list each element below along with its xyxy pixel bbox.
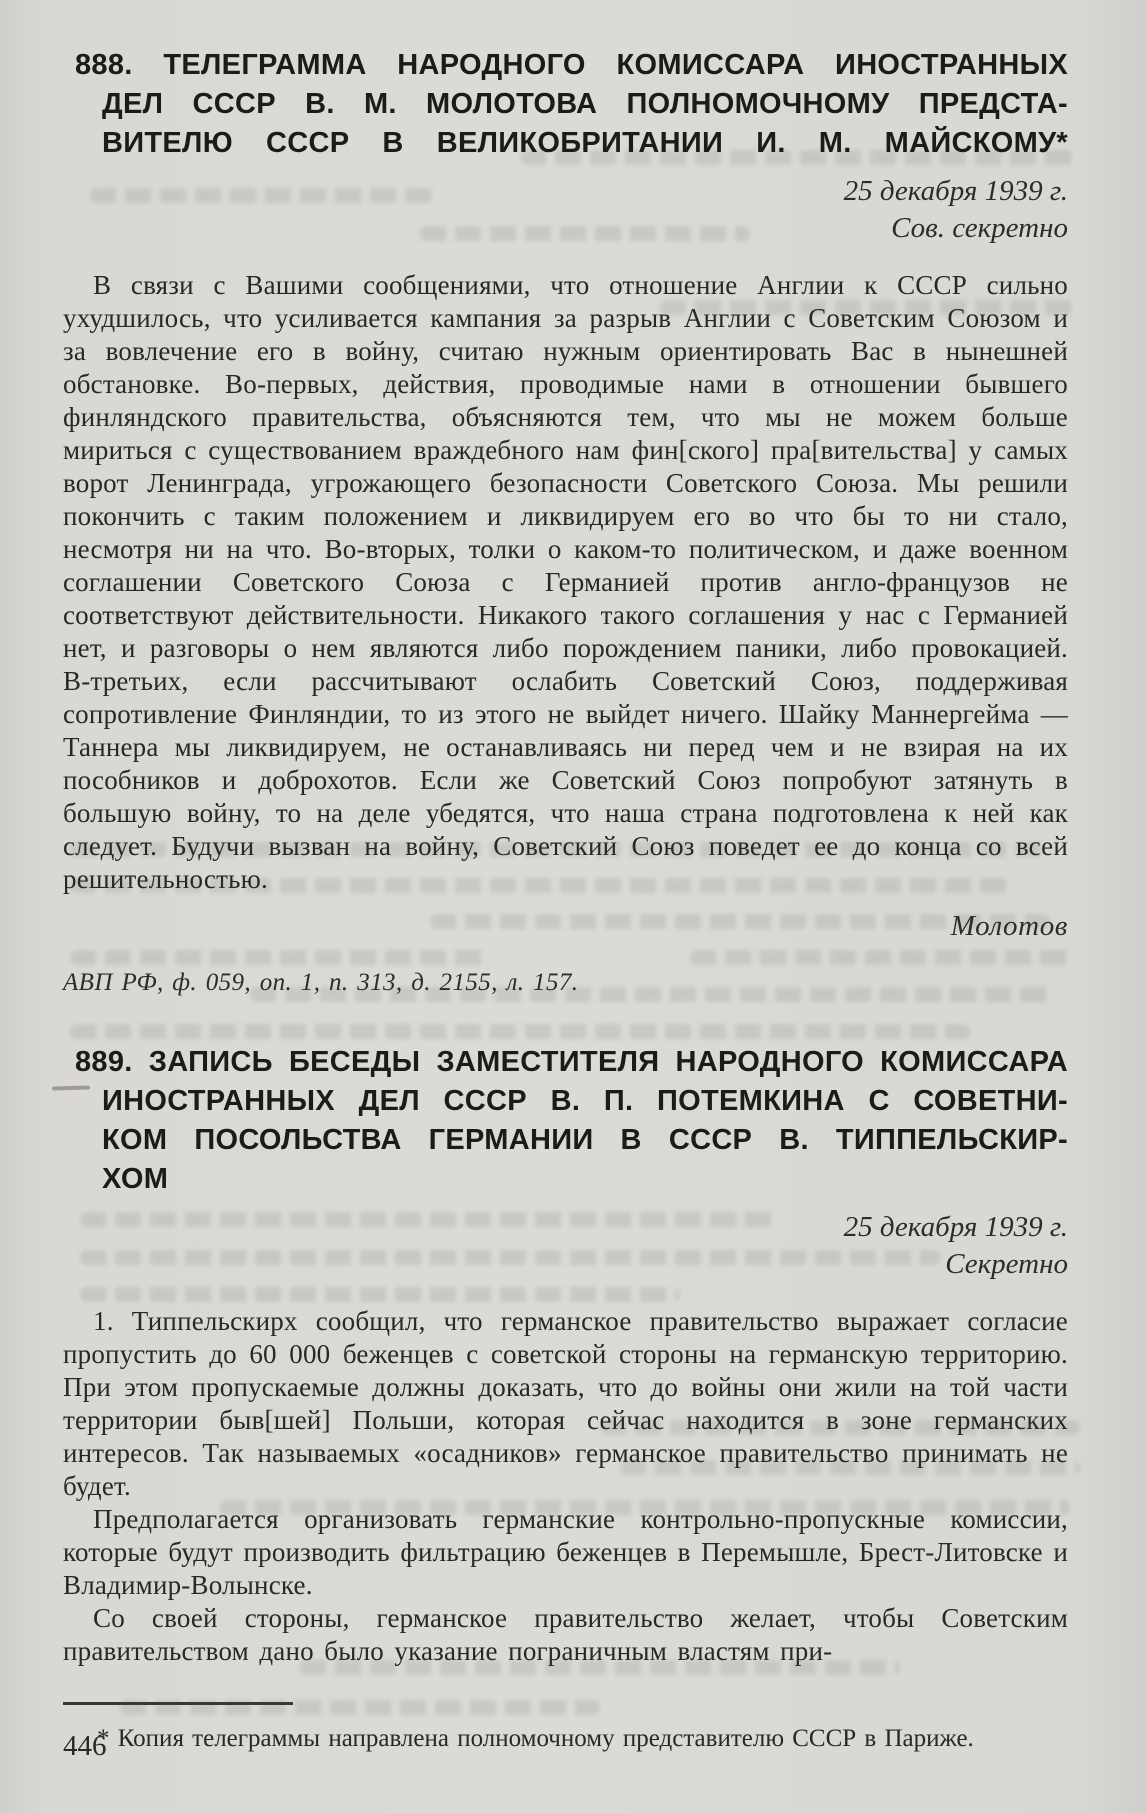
classification-label: Секретно [945,1248,1068,1280]
signature: Молотов [950,910,1068,942]
document-heading-line: ДЕЛ СССР В. М. МОЛОТОВА ПОЛНОМОЧНОМУ ПРЕДСТА- [102,88,1068,120]
document-heading-line: ВИТЕЛЮ СССР В ВЕЛИКОБРИТАНИИ И. М. МАЙСКОМУ* [102,127,1068,159]
body-paragraph: 1. Типпельскирх сообщил, что германское правительство выражает согласие пропустить до 60 000 беженцев с советской стороны на германскую территорию. При этом пропускаемые должны доказать, что до войны они жили на той части территории быв[шей] Польши, которая сейчас находится в зоне германских интересов. Так называемых «осадников» германское правительство принимать не будет. [63,1306,1068,1501]
document-heading-line: КОМ ПОСОЛЬСТВА ГЕРМАНИИ В СССР В. ТИППЕЛЬСКИР- [102,1124,1068,1156]
document-888 [63,46,1068,997]
document-888-dateline [63,173,1068,247]
body-paragraph: В связи с Вашими сообщениями, что отношение Англии к СССР сильно ухудшилось, что усиливается кампания за разрыв Англии с Советским Союзом и за вовлечение его в войну, считаю нужным ориентировать Вас в нынешней обстановке. Во-первых, действия, проводимые нами в отношении бывшего финляндского правительства, объясняются тем, что мы не можем больше мириться с существованием враждебного нам фин[ского] пра[вительства] у самых ворот Ленинграда, угрожающего безопасности Советского Союза. Мы решили покончить с таким положением и ликвидируем его во что бы то ни стало, несмотря ни на что. Во-вторых, толки о каком-то политическом, и даже военном соглашении Советского Союза с Германией против англо-французов не соответствуют действительности. Никакого такого соглашения у нас с Германией нет, и разговоры о нем являются либо порождением паники, либо провокацией. В-третьих, если рассчитывают ослабить Советский Союз, поддерживая сопротивление Финляндии, то из этого не выйдет ничего. Шайку Маннергейма — Таннера мы ликвидируем, не останавливаясь ни перед чем и не взирая на их пособников и доброхотов. Если же Советский Союз попробуют затянуть в большую войну, то на деле убедятся, что наша страна подготовлена к ней как следует. Будучи вызван на войну, Советский Союз поведет ее до конца со всей решительностью. [63,270,1068,894]
document-heading-line: ИНОСТРАННЫХ ДЕЛ СССР В. П. ПОТЕМКИНА С СОВЕТНИ- [102,1085,1068,1117]
document-889-dateline [63,1209,1068,1283]
document-889-body [63,1305,1068,1668]
body-paragraph: Предполагается организовать германские контрольно-пропускные комиссии, которые будут производить фильтрацию беженцев в Перемышле, Брест-Литовске и Владимир-Волынске. [63,1504,1068,1600]
document-date: 25 декабря 1939 г. [843,175,1068,207]
document-date: 25 декабря 1939 г. [843,1211,1068,1243]
footnote-rule [63,1702,293,1705]
page-number: 446 [63,1730,107,1762]
body-paragraph: Со своей стороны, германское правительство желает, чтобы Советским правительством дано было указание пограничным властям при- [63,1603,1068,1666]
document-heading-line: ХОМ [102,1163,169,1195]
classification-label: Сов. секретно [891,212,1068,244]
document-889 [63,1043,1068,1668]
footnote: * Копия телеграммы направлена полномочному представителю СССР в Париже. [97,1725,974,1752]
document-heading-line: 888. ТЕЛЕГРАММА НАРОДНОГО КОМИССАРА ИНОСТРАННЫХ [75,49,1068,81]
document-888-body [63,269,1068,896]
document-888-heading [75,46,1068,163]
document-heading-line: 889. ЗАПИСЬ БЕСЕДЫ ЗАМЕСТИТЕЛЯ НАРОДНОГО КОМИССАРА [75,1046,1068,1078]
document-889-heading [75,1043,1068,1199]
page-content [63,46,1068,1754]
archive-reference: АВП РФ, ф. 059, оп. 1, п. 313, д. 2155, л. 157. [63,969,579,996]
